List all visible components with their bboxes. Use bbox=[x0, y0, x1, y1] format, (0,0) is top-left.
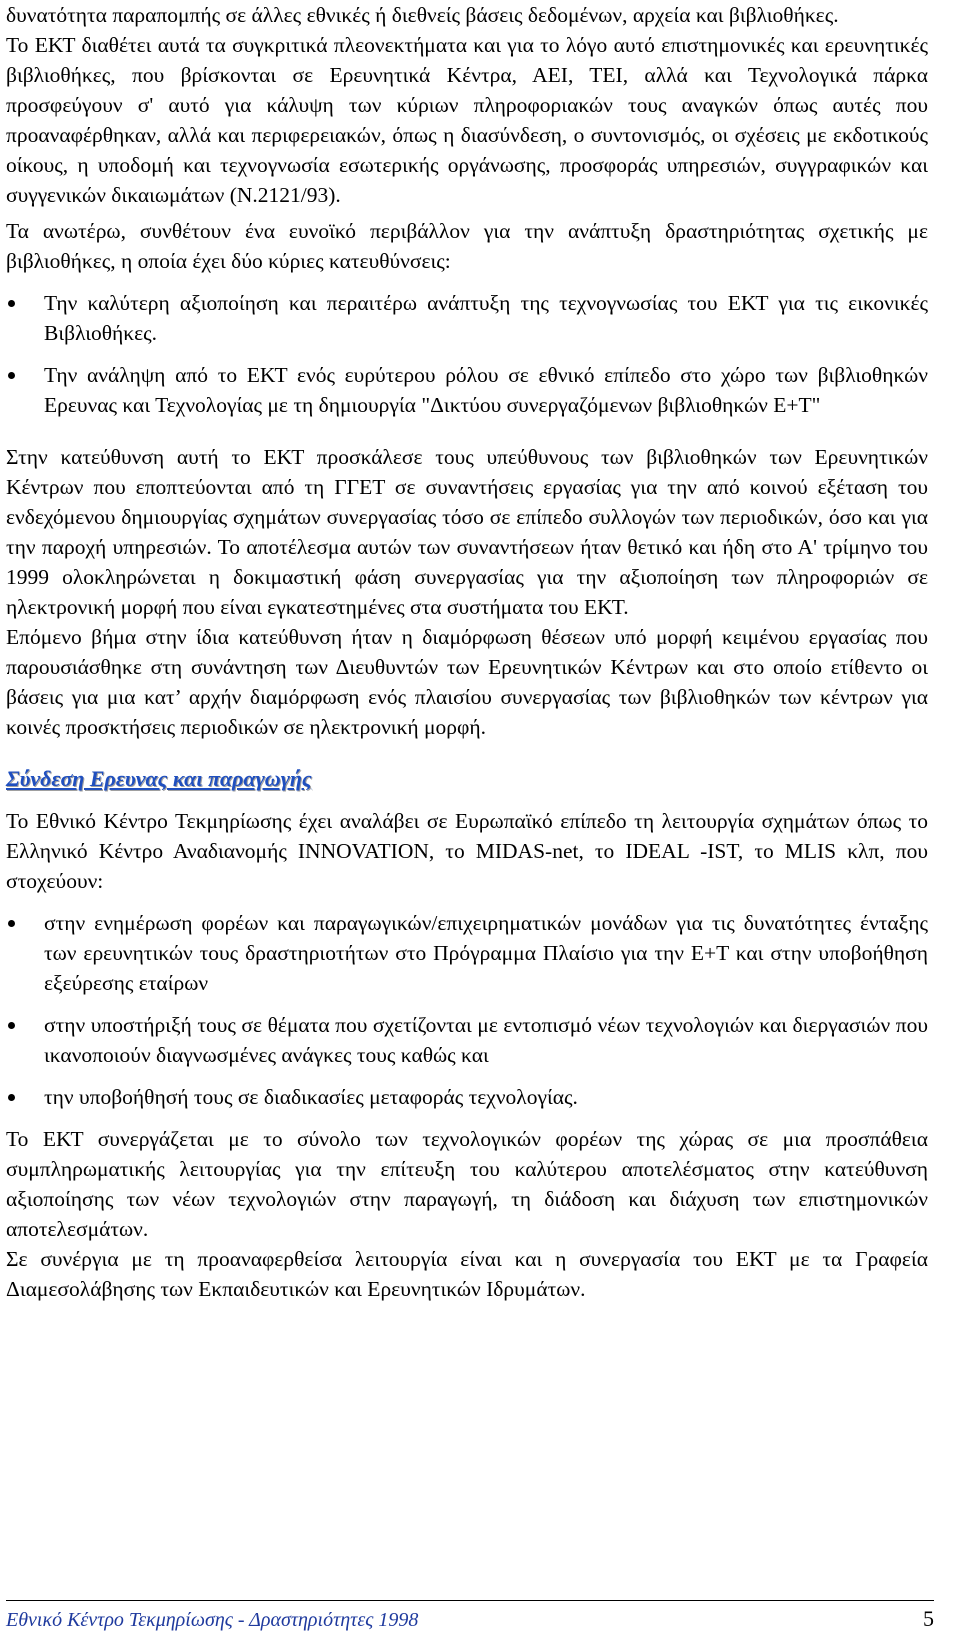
list-item: στην υποστήριξή τους σε θέματα που σχετίζονται με εντοπισμό νέων τεχνολογιών και διεργασιών που ικανοποιούν διαγνωσμένες ανάγκες τους καθώς και bbox=[6, 1010, 928, 1070]
directions-list bbox=[6, 288, 928, 420]
page-number: 5 bbox=[923, 1606, 934, 1631]
document-page bbox=[6, 0, 928, 1304]
paragraph-two-directions: Τα ανωτέρω, συνθέτουν ένα ευνοϊκό περιβάλλον για την ανάπτυξη δραστηριότητας σχετικής με βιβλιοθήκες, η οποία έχει δύο κύριες κατευθύνσεις: bbox=[6, 219, 928, 273]
list-item: Την ανάληψη από το ΕΚΤ ενός ευρύτερου ρόλου σε εθνικό επίπεδο στο χώρο των βιβλιοθηκών Ερευνας και Τεχνολογίας με τη δημιουργία "Δικτύου συνεργαζόμενων βιβλιοθηκών Ε+Τ" bbox=[6, 360, 928, 420]
list-item: Την καλύτερη αξιοποίηση και περαιτέρω ανάπτυξη της τεχνογνωσίας του ΕΚΤ για τις εικονικές Βιβλιοθήκες. bbox=[6, 288, 928, 348]
paragraph-meetings: Στην κατεύθυνση αυτή το ΕΚΤ προσκάλεσε τους υπεύθυνους των βιβλιοθηκών των Ερευνητικών Κέντρων που εποπτεύονται από τη ΓΓΕΤ σε συναντήσεις εργασίας για την από κοινού εξέταση του ενδεχόμενου δημιουργίας σχημάτων συνεργασίας τόσο σε επίπεδο συλλογών των περιοδικών, όσο και για την παροχή υπηρεσιών. Το αποτέλεσμα αυτών των συναντήσεων ήταν θετικό και ήδη στο Α' τρίμηνο του 1999 ολοκληρώνεται η δοκιμαστική φάση συνεργασίας για την αξιοποίηση των πληροφοριών σε ηλεκτρονική μορφή που είναι εγκατεστημένες στα συστήματα του ΕΚΤ. bbox=[6, 445, 928, 619]
paragraph-ekt-advantages: Το ΕΚΤ διαθέτει αυτά τα συγκριτικά πλεονεκτήματα και για το λόγο αυτό επιστημονικές και ερευνητικές βιβλιοθήκες, που βρίσκονται σε Ερευνητικά Κέντρα, ΑΕΙ, ΤΕΙ, αλλά και Τεχνολογικά πάρκα προσφεύγουν σ' αυτό για κάλυψη των κύριων πληροφοριακών τους αναγκών όπως αυτές που προαναφέρθηκαν, αλλά και περιφερειακών, όπως η διασύνδεση, ο συντονισμός, οι σχέσεις με εκδοτικούς οίκους, η υποδομή και τεχνογνωσία εσωτερικής οργάνωσης, προσφοράς υπηρεσιών, συγγραφικών και συγγενικών δικαιωμάτων (Ν.2121/93). bbox=[6, 33, 928, 207]
footer-text: Εθνικό Κέντρο Τεκμηρίωσης - Δραστηριότητες 1998 bbox=[6, 1609, 419, 1631]
paragraph-cooperation: Το ΕΚΤ συνεργάζεται με το σύνολο των τεχνολογικών φορέων της χώρας σε μια προσπάθεια συμπληρωματικής λειτουργίας για την επίτευξη του καλύτερου αποτελέσματος στην κατεύθυνση αξιοποίησης των νέων τεχνολογιών στην παραγωγή, τη διάδοση και διάχυση των επιστημονικών αποτελεσμάτων. bbox=[6, 1127, 928, 1241]
goals-list bbox=[6, 908, 928, 1112]
list-item: την υποβοήθησή τους σε διαδικασίες μεταφοράς τεχνολογίας. bbox=[6, 1082, 928, 1112]
paragraph-european-schemes: Το Εθνικό Κέντρο Τεκμηρίωσης έχει αναλάβει σε Ευρωπαϊκό επίπεδο τη λειτουργία σχημάτων όπως το Ελληνικό Κέντρο Αναδιανομής INNOVATION, το MIDAS-net, το IDEAL -IST, το MLIS κλπ, που στοχεύουν: bbox=[6, 809, 928, 893]
paragraph-next-step: Επόμενο βήμα στην ίδια κατεύθυνση ήταν η διαμόρφωση θέσεων υπό μορφή κειμένου εργασίας που παρουσιάσθηκε στη συνάντηση των Διευθυντών των Ερευνητικών Κέντρων και στο οποίο ετίθεντο οι βάσεις για μια κατ’ αρχήν διαμόρφωση ενός πλαισίου συνεργασίας των βιβλιοθηκών των κέντρων για κοινές προσκτήσεις περιοδικών σε ηλεκτρονική μορφή. bbox=[6, 625, 928, 739]
list-item: στην ενημέρωση φορέων και παραγωγικών/επιχειρηματικών μονάδων για τις δυνατότητες ένταξης των ερευνητικών τους δραστηριοτήτων στο Πρόγραμμα Πλαίσιο για την Ε+Τ και στην υποβοήθηση εξεύρεσης εταίρων bbox=[6, 908, 928, 998]
page-footer bbox=[6, 1600, 934, 1635]
section-heading: Σύνδεση Ερευνας και παραγωγής bbox=[6, 766, 312, 791]
paragraph-intro-continuation: δυνατότητα παραπομπής σε άλλες εθνικές ή διεθνείς βάσεις δεδομένων, αρχεία και βιβλιοθήκες. bbox=[6, 3, 839, 27]
paragraph-synergy: Σε συνέργια με τη προαναφερθείσα λειτουργία είναι και η συνεργασία του ΕΚΤ με τα Γραφεία Διαμεσολάβησης των Εκπαιδευτικών και Ερευνητικών Ιδρυμάτων. bbox=[6, 1247, 928, 1301]
